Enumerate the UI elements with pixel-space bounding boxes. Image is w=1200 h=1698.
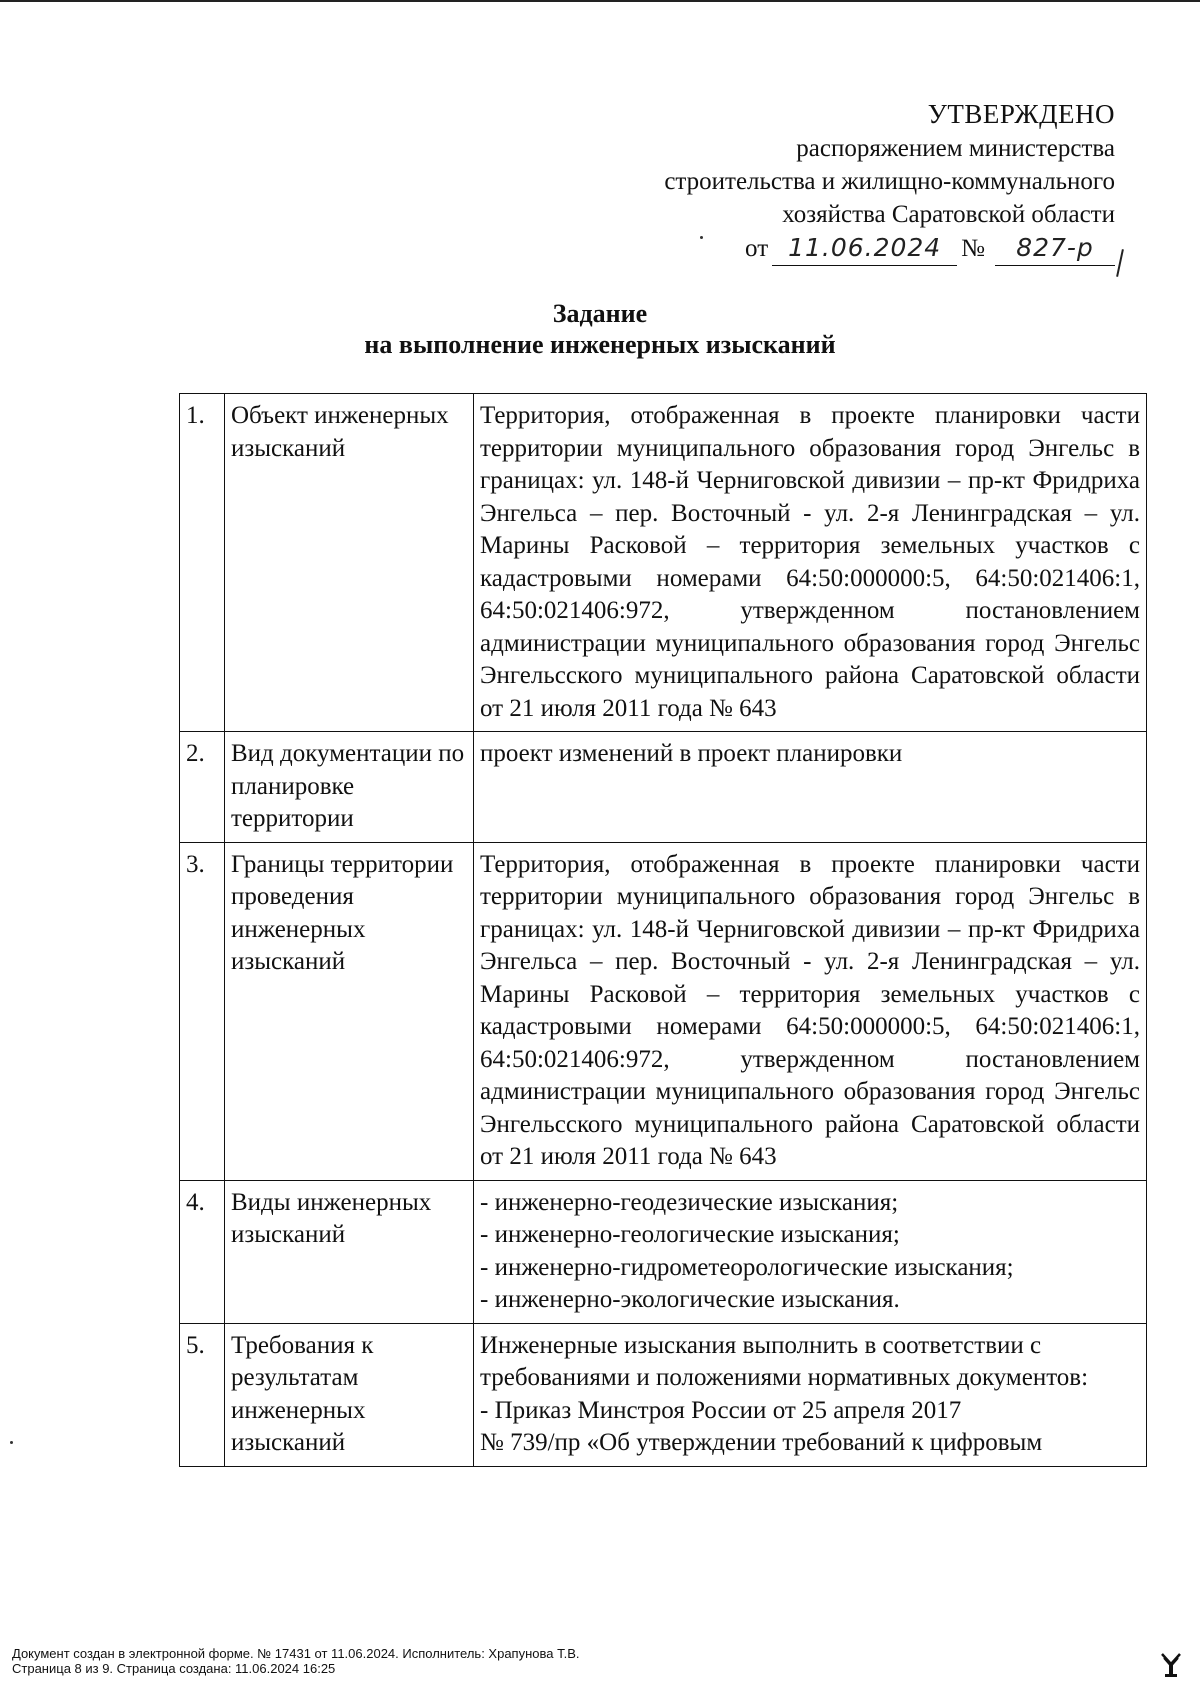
table-row	[180, 842, 1147, 1180]
task-table	[179, 393, 1147, 1467]
title-line-2: на выполнение инженерных изысканий	[364, 330, 836, 359]
handwritten-number: 827-р	[1016, 233, 1094, 262]
handwritten-number-field	[995, 231, 1115, 266]
row-number: 4.	[180, 1180, 225, 1323]
list-item: - инженерно-гидрометеорологические изыскания;	[480, 1253, 1014, 1281]
list-item: Инженерные изыскания выполнить в соответствии с требованиями и положениями нормативных документов:	[480, 1331, 1089, 1391]
row-name: Виды инженерных изысканий	[225, 1180, 474, 1323]
row-value: проект изменений в проект планировки	[474, 732, 1147, 843]
approval-date-number-row	[555, 231, 1115, 266]
table-row	[180, 1323, 1147, 1466]
row-name: Вид документации по планировке территории	[225, 732, 474, 843]
approval-stamp-block	[555, 96, 1115, 266]
row-value: Территория, отображенная в проекте планировки части территории муниципального образования город Энгельс в границах: ул. 148-й Черниговской дивизии – пр-кт Фридриха Энгельса – пер. Восточный - ул. 2-я Ленинградская – ул. Марины Расковой – территория земельных участков с кадастровыми номерами 64:50:000000:5, 64:50:021406:1, 64:50:021406:972, утвержденном постановлением администрации муниципального образования город Энгельс Энгельсского муниципального района Саратовской области от 21 июля 2011 года № 643	[474, 842, 1147, 1180]
approval-line-1: распоряжением министерства	[796, 135, 1115, 162]
handwritten-date: 11.06.2024	[788, 233, 942, 262]
row-number: 2.	[180, 732, 225, 843]
row-number: 1.	[180, 394, 225, 732]
scan-speck	[700, 236, 703, 239]
footer-line-2: Страница 8 из 9. Страница создана: 11.06.2024 16:25	[12, 1661, 336, 1676]
row-number: 3.	[180, 842, 225, 1180]
emblem-icon	[1160, 1652, 1182, 1678]
row-value-list	[474, 1323, 1147, 1466]
table-row	[180, 1180, 1147, 1323]
row-value-list	[474, 1180, 1147, 1323]
electronic-document-footer	[12, 1646, 580, 1676]
title-line-1: Задание	[552, 299, 648, 328]
row-name: Границы территории проведения инженерных изысканий	[225, 842, 474, 1180]
row-name: Объект инженерных изысканий	[225, 394, 474, 732]
list-item: № 739/пр «Об утверждении требований к цифровым	[480, 1429, 1043, 1456]
footer-line-1: Документ создан в электронной форме. № 17431 от 11.06.2024. Исполнитель: Храпунова Т.В.	[12, 1646, 580, 1661]
handwritten-stroke	[1116, 249, 1124, 277]
table-row	[180, 394, 1147, 732]
approval-line-2: строительства и жилищно-коммунального	[664, 168, 1115, 195]
approval-heading: УТВЕРЖДЕНО	[927, 99, 1115, 129]
row-number: 5.	[180, 1323, 225, 1466]
row-value: Территория, отображенная в проекте планировки части территории муниципального образования город Энгельс в границах: ул. 148-й Черниговской дивизии – пр-кт Фридриха Энгельса – пер. Восточный - ул. 2-я Ленинградская – ул. Марины Расковой – территория земельных участков с кадастровыми номерами 64:50:000000:5, 64:50:021406:1, 64:50:021406:972, утвержденном постановлением администрации муниципального образования город Энгельс Энгельсского муниципального района Саратовской области от 21 июля 2011 года № 643	[474, 394, 1147, 732]
page-top-border	[0, 0, 1200, 2]
list-item: - инженерно-геодезические изыскания;	[480, 1188, 899, 1216]
list-item: - инженерно-геологические изыскания;	[480, 1221, 900, 1248]
document-title	[0, 298, 1200, 360]
list-item: - инженерно-экологические изыскания.	[480, 1286, 900, 1313]
handwritten-date-field	[772, 231, 957, 266]
approval-line-3: хозяйства Саратовской области	[782, 201, 1115, 228]
scan-speck	[10, 1441, 13, 1444]
from-label: от	[745, 235, 769, 262]
table-row	[180, 732, 1147, 843]
list-item: - Приказ Минстроя России от 25 апреля 2017	[480, 1396, 962, 1424]
row-name: Требования к результатам инженерных изысканий	[225, 1323, 474, 1466]
number-label: №	[961, 235, 985, 262]
